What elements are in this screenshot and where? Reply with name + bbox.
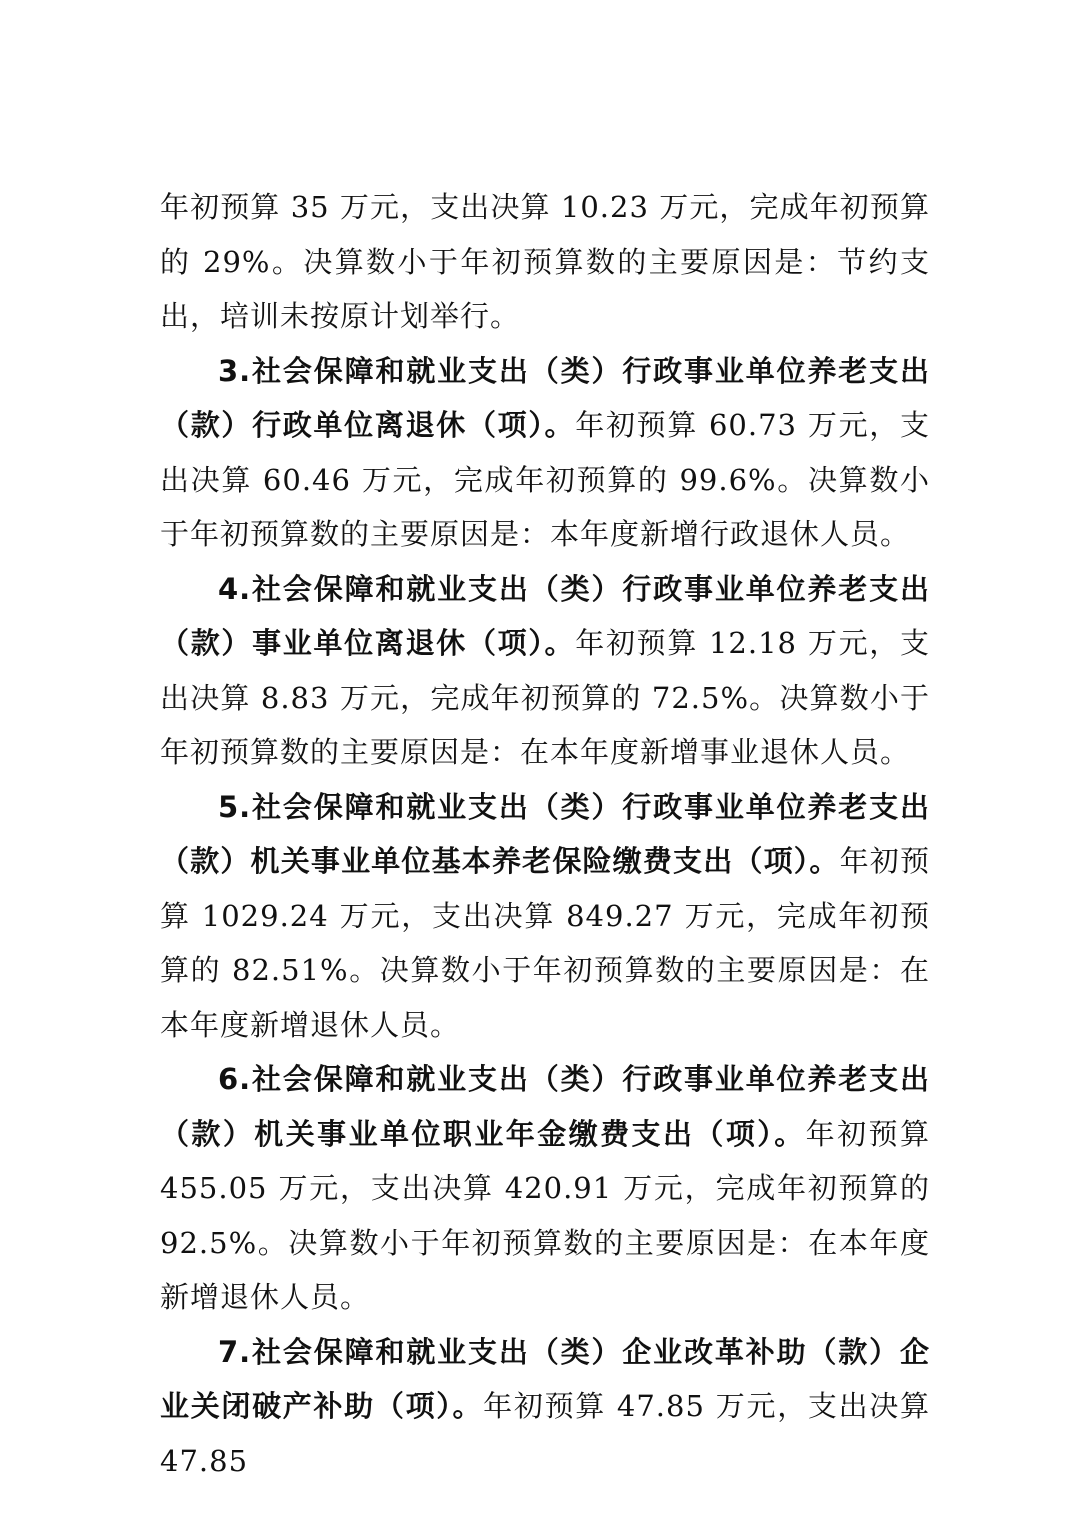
paragraph-enterprise-bankruptcy-subsidy xyxy=(160,1325,930,1489)
paragraph-text: 年初预算 35 万元，支出决算 10.23 万元，完成年初预算的 29%。决算数小于年初预算数的主要原因是：节约支出，培训未按原计划举行。 xyxy=(160,190,930,333)
paragraph-text: 年初预算 47.85 万元，支出决算 47.85 xyxy=(160,1389,930,1478)
paragraph-text: 年初预算 1029.24 万元，支出决算 849.27 万元，完成年初预算的 82.51%。决算数小于年初预算数的主要原因是：在本年度新增退休人员。 xyxy=(160,844,930,1042)
paragraph-occupational-annuity xyxy=(160,1052,930,1325)
paragraph-heading: 5.社会保障和就业支出（类）行政事业单位养老支出（款）机关事业单位基本养老保险缴费支出（项）。 xyxy=(160,789,930,878)
paragraph-text: 年初预算 12.18 万元，支出决算 8.83 万元，完成年初预算的 72.5%。决算数小于年初预算数的主要原因是：在本年度新增事业退休人员。 xyxy=(160,626,930,769)
paragraph-heading: 6.社会保障和就业支出（类）行政事业单位养老支出（款）机关事业单位职业年金缴费支出（项）。 xyxy=(160,1062,930,1151)
paragraph-basic-pension-insurance xyxy=(160,780,930,1053)
paragraph-admin-retirement xyxy=(160,344,930,562)
document-body xyxy=(160,180,930,1488)
paragraph-heading: 7.社会保障和就业支出（类）企业改革补助（款）企业关闭破产补助（项）。 xyxy=(160,1334,930,1423)
paragraph-heading: 3.社会保障和就业支出（类）行政事业单位养老支出（款）行政单位离退休（项）。 xyxy=(160,353,930,442)
paragraph-text: 年初预算 455.05 万元，支出决算 420.91 万元，完成年初预算的 92.5%。决算数小于年初预算数的主要原因是：在本年度新增退休人员。 xyxy=(160,1116,930,1314)
paragraph-text: 年初预算 60.73 万元，支出决算 60.46 万元，完成年初预算的 99.6%。决算数小于年初预算数的主要原因是：本年度新增行政退休人员。 xyxy=(160,408,930,551)
paragraph-training-budget xyxy=(160,180,930,344)
paragraph-heading: 4.社会保障和就业支出（类）行政事业单位养老支出（款）事业单位离退休（项）。 xyxy=(160,571,930,660)
paragraph-institution-retirement xyxy=(160,562,930,780)
